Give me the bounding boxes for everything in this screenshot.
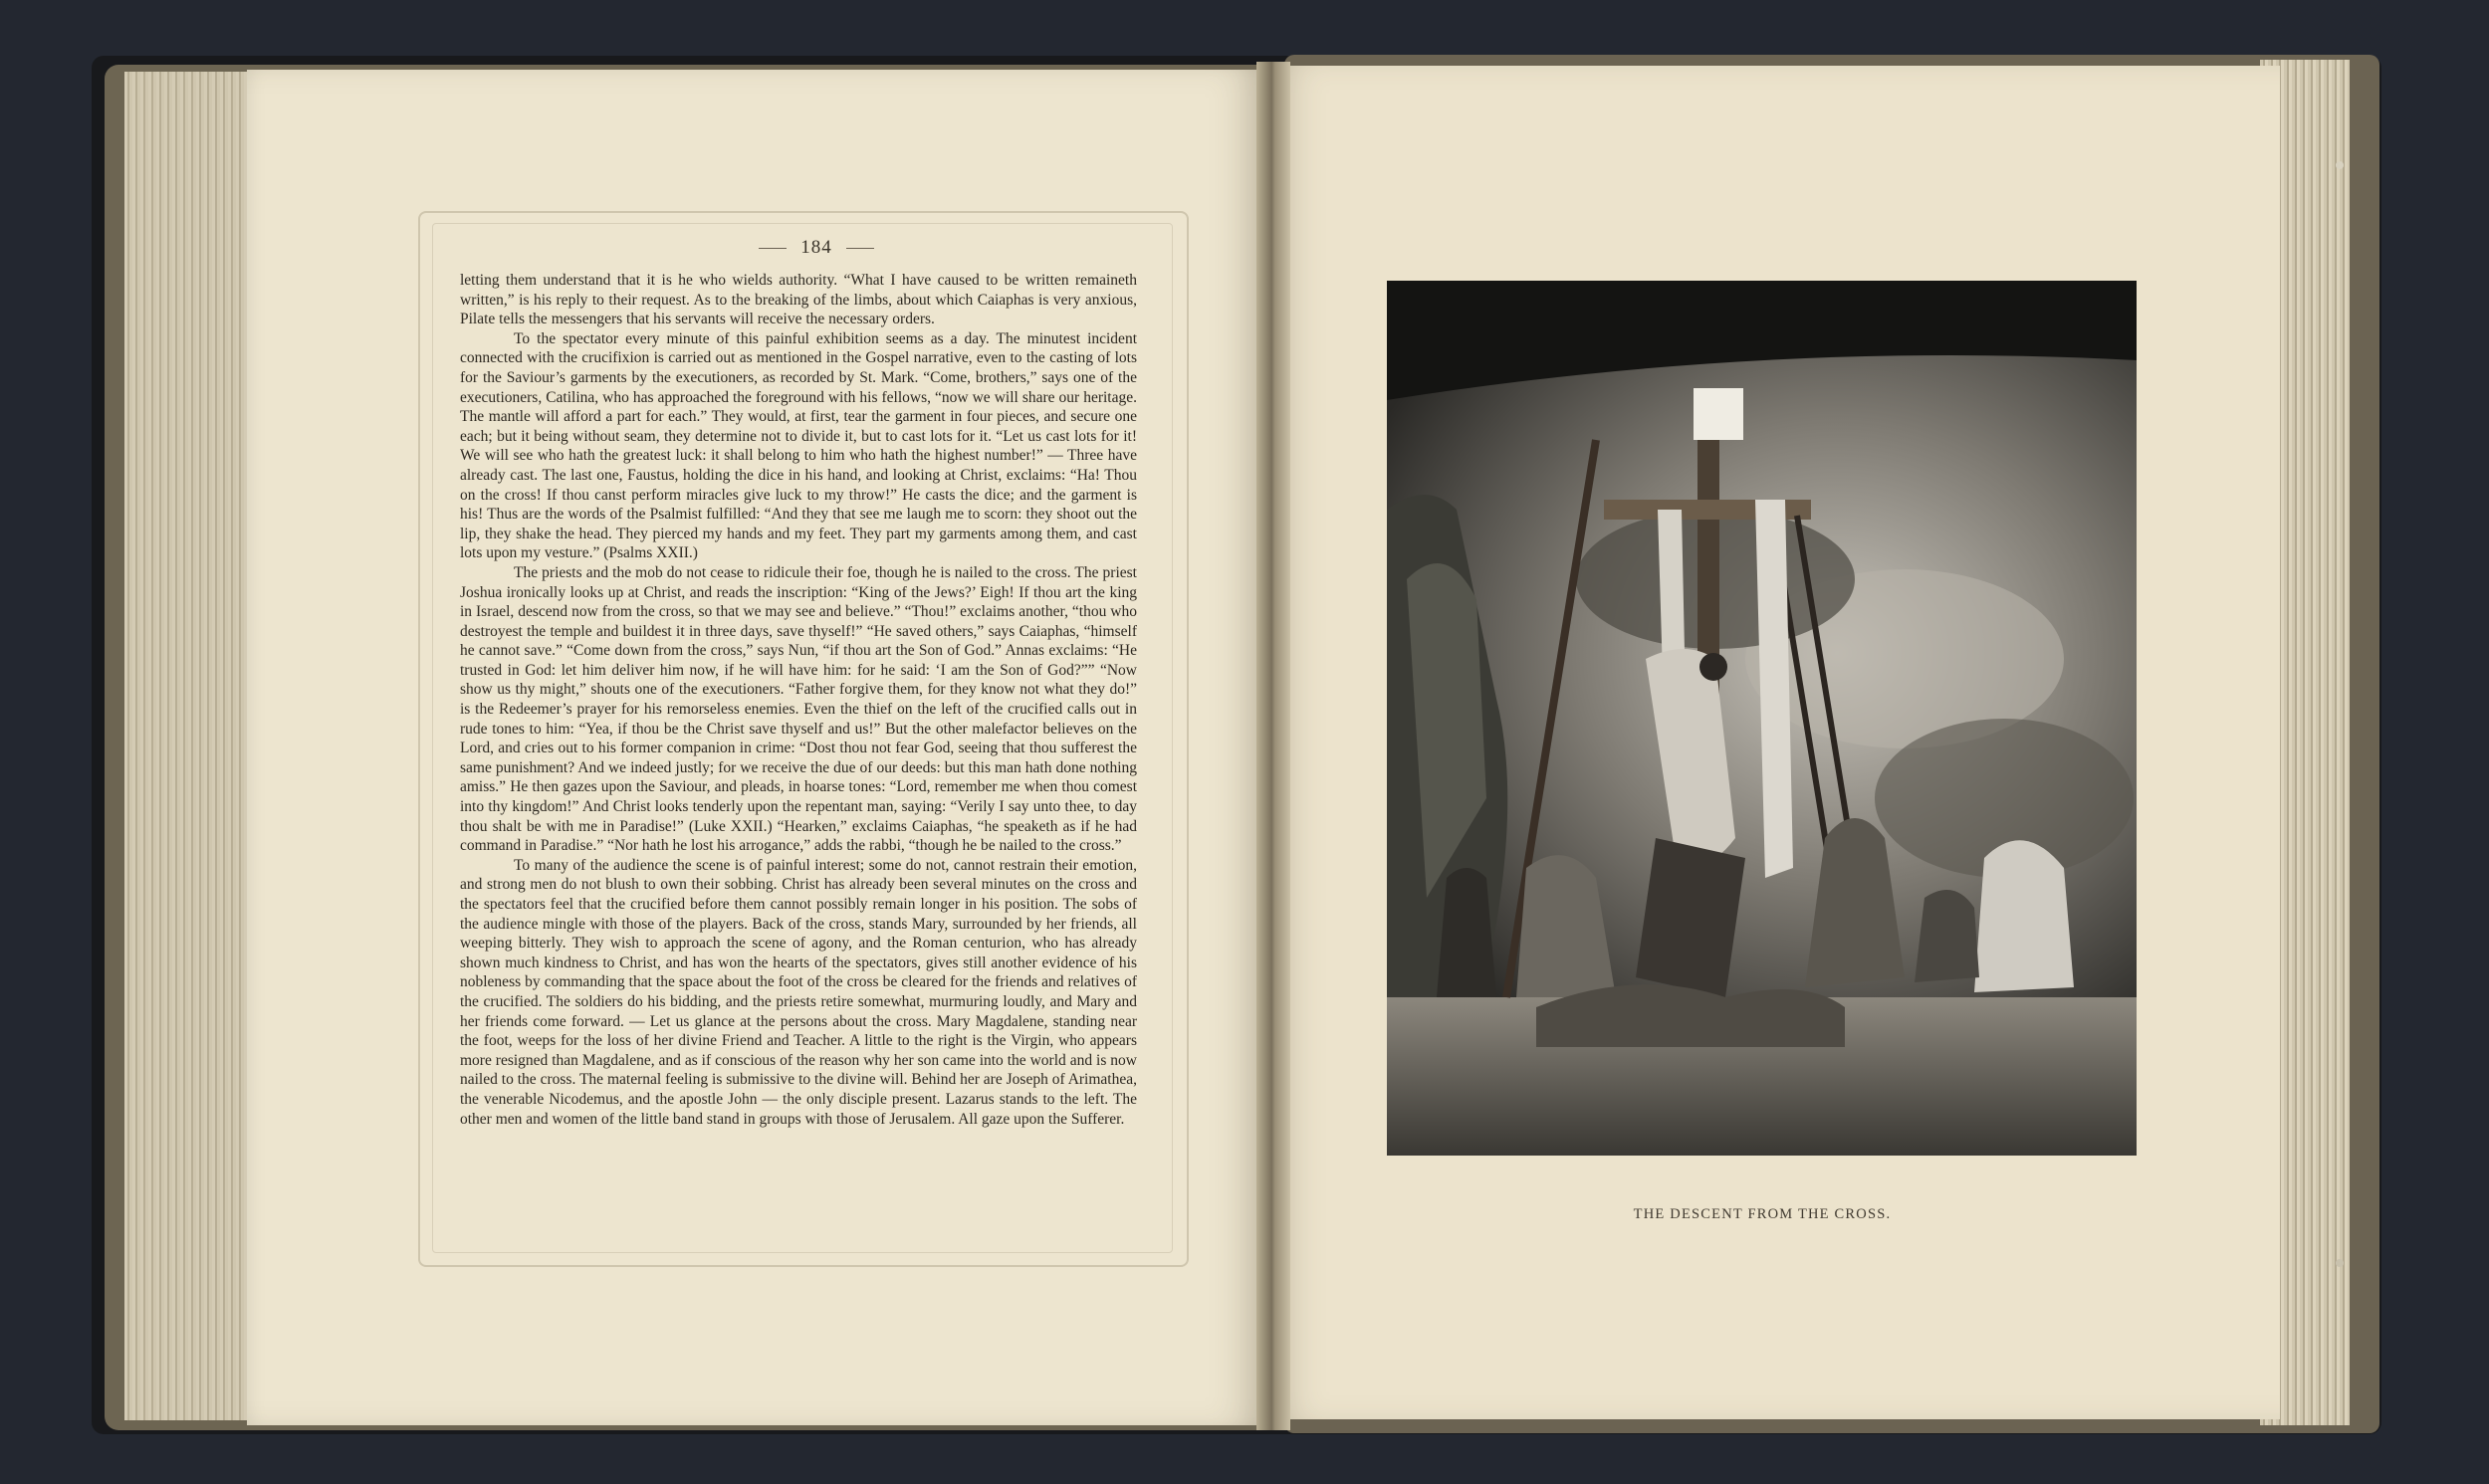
clasp-dot — [2336, 1259, 2344, 1267]
body-text — [460, 271, 1137, 1236]
paragraph: To the spectator every minute of this painful exhibition seems as a day. The minutest incident connected with the crucifixion is carried out as mentioned in the Gospel narrative, even to the casting of lots for the Saviour’s garments by the executioners, as recorded by St. Mark. “Come, brothers,” says one of the executioners, Catilina, who has approached the foreground with his fellows, “now we will share our heritage. The mantle will afford a part for each.” They would, at first, tear the garment in four pieces, and secure one each; but it being without seam, they determine not to divide it, but to cast lots for it. “Let us cast lots for it! We will see who hath the greatest luck: it shall belong to him who hath the highest number!” — Three have already cast. The last one, Faustus, holding the dice in his hand, and looking at Christ, exclaims: “Ha! Thou on the cross! If thou canst perform miracles give luck to my throw!” He casts the dice; and the garment is his! Thus are the words of the Psalmist fulfilled: “And they that see me laugh me to scorn: they shoot out the lip, they shake the head. They pierced my hands and my feet. They part my garments among them, and cast lots upon my vesture.” (Psalms XXII.) — [460, 329, 1137, 562]
page-number: 184 — [717, 237, 916, 259]
photograph-descent-from-cross — [1387, 281, 2137, 1156]
book-gutter — [1256, 62, 1290, 1430]
paragraph: letting them understand that it is he who wields authority. “What I have caused to be written remaineth written,” is his reply to their request. As to the breaking of the limbs, about which Caiaphas is very anxious, Pilate tells the messengers that his servants will receive the necessary orders. — [460, 272, 1137, 328]
photo-caption: THE DESCENT FROM THE CROSS. — [1633, 1206, 1892, 1222]
paragraph: To many of the audience the scene is of painful interest; some do not, cannot restrain their emotion, and strong men do not blush to own their sobbing. Christ has already been several minutes on the cross and the spectators feel that the crucified before them cannot possibly remain longer in his position. The sobs of the audience mingle with those of the players. Back of the cross, stands Mary, surrounded by her friends, all weeping bitterly. They wish to approach the scene of agony, and the Roman centurion, who has already shown much kindness to Christ, and has won the hearts of the spectators, gives still another evidence of his nobleness by commanding that the space about the foot of the cross be cleared for the friends and relatives of the crucified. The soldiers do his bidding, and the priests retire somewhat, murmuring loudly, and Mary and her friends come forward. — Let us glance at the persons about the cross. Mary Magdalene, standing near the foot, weeps for the loss of her divine Friend and Teacher. A little to the right is the Virgin, who appears more resigned than Magdalene, and as if conscious of the reason why her son came into the world and is now nailed to the cross. The maternal feeling is submissive to the divine will. Behind her are Joseph of Arimathea, the venerable Nicodemus, and the apostle John — the only disciple present. Lazarus stands to the left. The other men and women of the little band stand in groups with those of Jerusalem. All gaze upon the Sufferer. — [460, 856, 1137, 1128]
clasp-dot — [2336, 161, 2344, 169]
paragraph: The priests and the mob do not cease to ridicule their foe, though he is nailed to the cross. The priest Joshua ironically looks up at Christ, and reads the inscription: “King of the Jews?’ Eigh! If thou art the king in Israel, descend now from the cross, so that we may see and believe.” “Thou!” exclaims another, “thou who destroyest the temple and buildest it in three days, save thyself!” “He saved others,” says Caiaphas, “himself he cannot save.” “Come down from the cross,” says Nun, “if thou art the Son of God.” Annas exclaims: “He trusted in God: let him deliver him now, if he will have him: for he said: ‘I am the Son of God?”” “Now show us thy might,” shouts one of the executioners. “Father forgive them, for they know not what they do!” is the Redeemer’s prayer for his remorseless enemies. Even the thief on the left of the crucified calls out in rude tones to him: “Yea, if thou be the Christ save thyself and us!” But the other malefactor believes on the Lord, and cries out to his former companion in crime: “Dost thou not fear God, seeing that thou sufferest the same punishment? And we indeed justly; for we receive the due of our deeds: but this man hath done nothing amiss.” He then gazes upon the Saviour, and pleads, in hoarse tones: “Lord, remember me when thou comest into thy kingdom!” And Christ looks tenderly upon the repentant man, saying: “Verily I say unto thee, to day thou shalt be with me in Paradise!” (Luke XXII.) “Hearken,” exclaims Caiaphas, “he speaketh as if he had command in Paradise.” “Nor hath he lost his arrogance,” adds the rabbi, “though he be nailed to the cross.” — [460, 563, 1137, 855]
